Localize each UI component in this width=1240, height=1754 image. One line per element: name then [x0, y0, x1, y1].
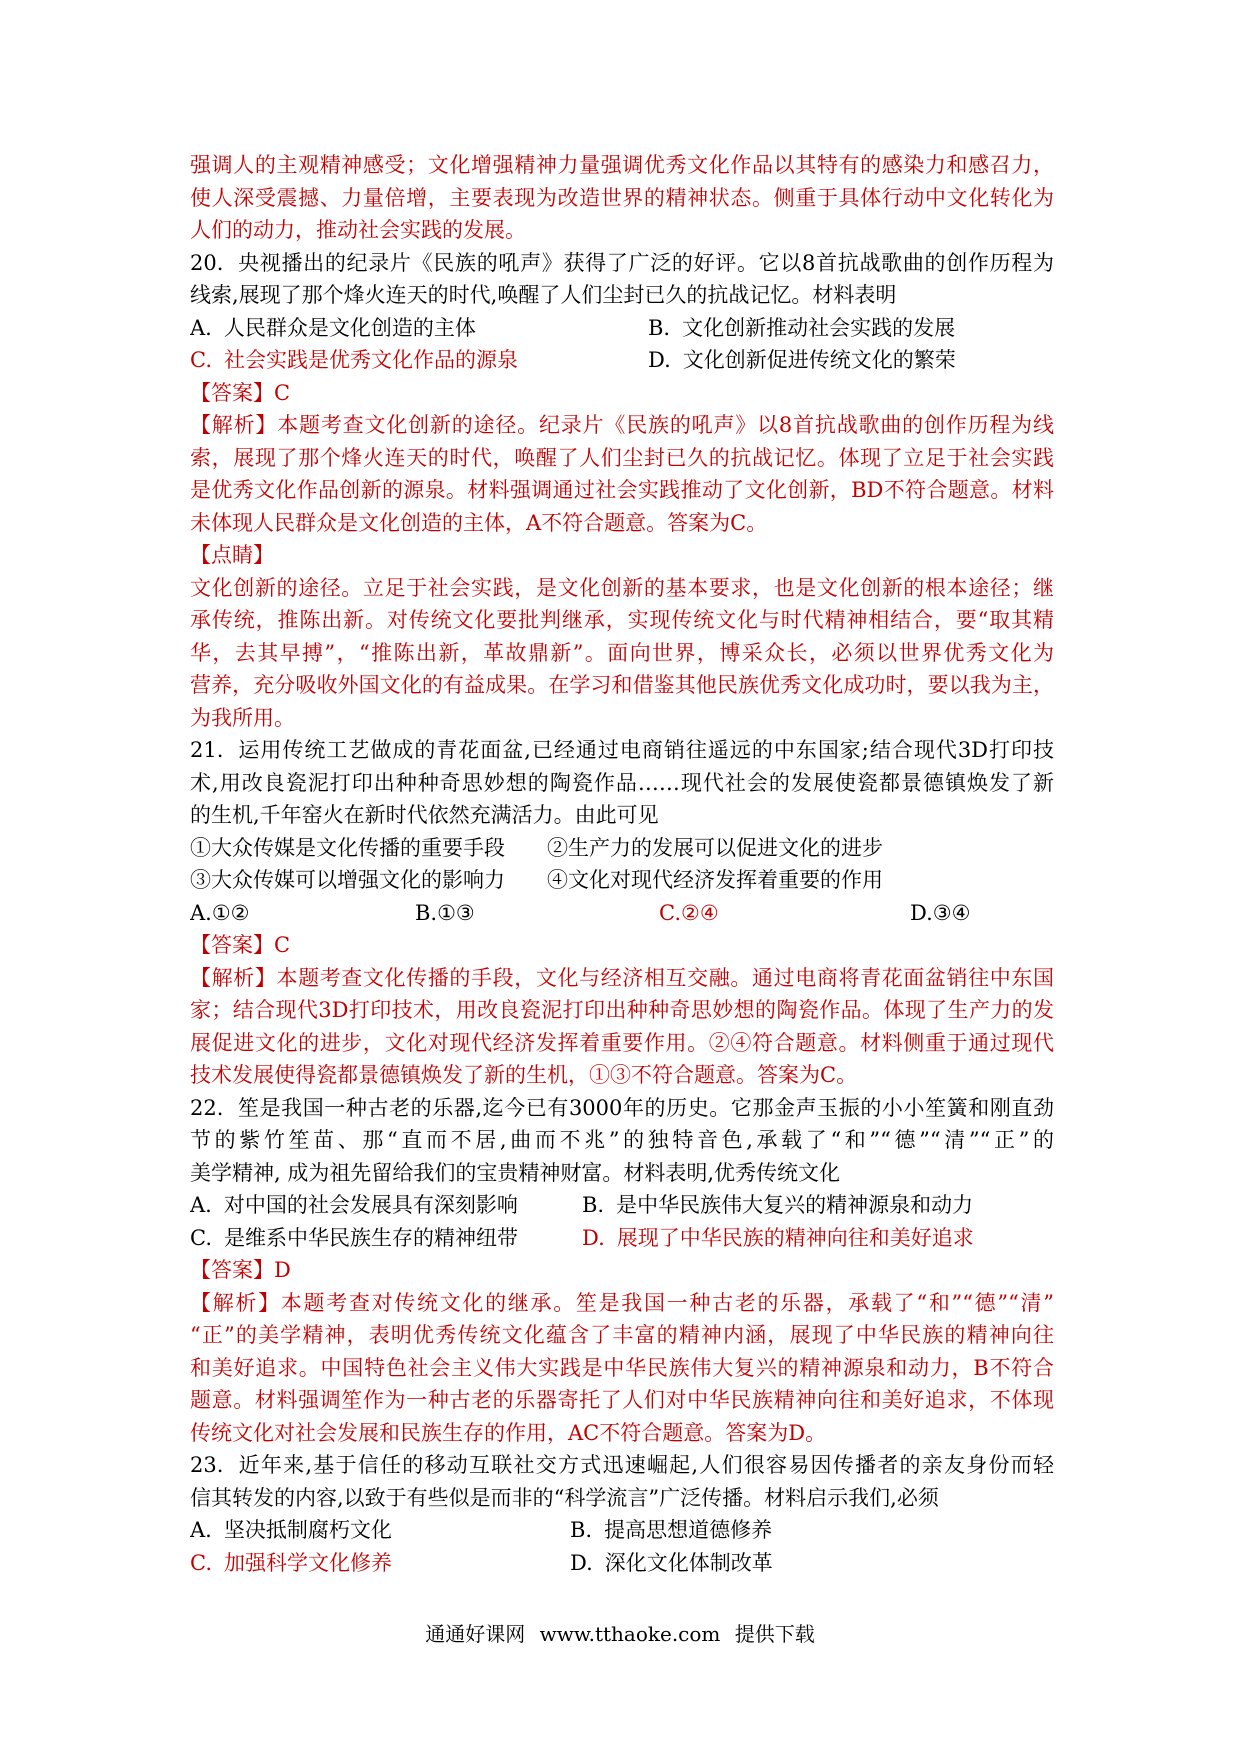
tip-line: 文化创新的途径。立足于社会实践，是文化创新的基本要求，也是文化创新的根本途径；继 — [190, 575, 1054, 600]
tip-line: 营养，充分吸收外国文化的有益成果。在学习和借鉴其他民族优秀文化成功时，要以我为主， — [190, 673, 1054, 697]
continuation-line: 使人深受震撼、力量倍增，主要表现为改造世界的精神状态。侧重于具体行动中文化转化为 — [190, 185, 1054, 210]
question-20-stem — [190, 247, 1054, 280]
question-22-options-row — [190, 1222, 1054, 1255]
tip-line: 华，去其早搏”，“推陈出新，革故鼎新”。面向世界，博采众长，必须以世界优秀文化为 — [190, 640, 1054, 665]
statements-row — [190, 864, 1054, 897]
tip-line: 承传统，推陈出新。对传统文化要批判继承，实现传统文化与时代精神相结合，要“取其精 — [190, 608, 1054, 632]
stem-text: 央视播出的纪录片《民族的吼声》获得了广泛的好评。它以8首抗战歌曲的创作历程为 — [237, 250, 1054, 275]
option-c-correct: C.②④ — [659, 900, 719, 925]
question-22-stem — [190, 1092, 1054, 1125]
question-23-options-row — [190, 1547, 1054, 1580]
analysis-line: 未体现人民群众是文化创造的主体，A不符合题意。答案为C。 — [190, 510, 768, 535]
stem-text: 笙是我国一种古老的乐器,迄今已有3000年的历史。它那金声玉振的小小笙簧和刚直劲 — [237, 1095, 1054, 1120]
question-21-stem — [190, 734, 1054, 767]
analysis-line: 技术发展使得瓷都景德镇焕发了新的生机，①③不符合题意。答案为C。 — [190, 1063, 858, 1087]
option-c: C. 是维系中华民族生存的精神纽带 — [190, 1225, 518, 1250]
question-23-options-row — [190, 1514, 1054, 1547]
page-footer: 通通好课网 www.tthaoke.com 提供下载 — [425, 1622, 815, 1646]
question-23-stem — [190, 1449, 1054, 1482]
question-20-stem: 线索,展现了那个烽火连天的时代,唤醒了人们尘封已久的抗战记忆。材料表明 — [190, 283, 897, 307]
option-d: D.③④ — [910, 900, 971, 925]
tip-line: 为我所用。 — [190, 705, 295, 730]
analysis-line: 家；结合现代3D打印技术，用改良瓷泥打印出种种奇思妙想的陶瓷作品。体现了生产力的发 — [190, 998, 1054, 1022]
option-c-correct: C. 社会实践是优秀文化作品的源泉 — [190, 348, 518, 372]
answer-value: C — [274, 933, 291, 957]
option-c-correct: C. 加强科学文化修养 — [190, 1550, 392, 1575]
analysis-line: 题意。材料强调笙作为一种古老的乐器寄托了人们对中华民族精神向往和美好追求，不体现 — [190, 1388, 1054, 1412]
option-b: B. 是中华民族伟大复兴的精神源泉和动力 — [582, 1193, 974, 1217]
stem-text: 近年来,基于信任的移动互联社交方式迅速崛起,人们很容易因传播者的亲友身份而轻 — [237, 1453, 1054, 1477]
statement-3: ③大众传媒可以增强文化的影响力 — [190, 868, 505, 892]
question-22-stem: 美学精神, 成为祖先留给我们的宝贵精神财富。材料表明,优秀传统文化 — [190, 1160, 841, 1185]
question-23-stem: 信其转发的内容,以致于有些似是而非的“科学流言”广泛传播。材料启示我们,必须 — [190, 1485, 939, 1510]
analysis-line: 【解析】本题考查对传统文化的继承。笙是我国一种古老的乐器，承载了“和”“德”“清” — [190, 1290, 1054, 1315]
option-a: A. 坚决抵制腐朽文化 — [190, 1518, 392, 1542]
question-22-options-row — [190, 1189, 1054, 1222]
answer-line: 【答案】D — [190, 1258, 291, 1282]
tip-label: 【点睛】 — [190, 543, 274, 567]
option-b: B. 文化创新推动社会实践的发展 — [648, 315, 956, 340]
option-d: D. 深化文化体制改革 — [570, 1550, 773, 1575]
analysis-line: 和美好追求。中国特色社会主义伟大实践是中华民族伟大复兴的精神源泉和动力，B不符合 — [190, 1355, 1054, 1380]
continuation-line: 强调人的主观精神感受；文化增强精神力量强调优秀文化作品以其特有的感染力和感召力， — [190, 153, 1054, 177]
analysis-line: 【解析】本题考查文化创新的途径。纪录片《民族的吼声》以8首抗战歌曲的创作历程为线 — [190, 413, 1054, 437]
statement-4: ④文化对现代经济发挥着重要的作用 — [547, 868, 883, 892]
statement-1: ①大众传媒是文化传播的重要手段 — [190, 835, 505, 860]
question-21-stem: 术,用改良瓷泥打印出种种奇思妙想的陶瓷作品……现代社会的发展使瓷都景德镇焕发了新 — [190, 770, 1054, 795]
question-number: 21. — [190, 738, 224, 762]
option-b: B.①③ — [415, 900, 475, 925]
analysis-line: 传统文化对社会发展和民族生存的作用，AC不符合题意。答案为D。 — [190, 1420, 827, 1445]
page-content — [190, 149, 1054, 1579]
answer-value: D — [274, 1258, 291, 1282]
stem-text: 运用传统工艺做成的青花面盆,已经通过电商销往遥远的中东国家;结合现代3D打印技 — [237, 738, 1054, 762]
question-number: 22. — [190, 1095, 224, 1120]
option-b: B. 提高思想道德修养 — [570, 1518, 773, 1542]
question-22-stem: 节的紫竹笙苗、那“直而不居,曲而不兆”的独特音色,承载了“和”“德”“清”“正”的 — [190, 1128, 1054, 1152]
continuation-line: 人们的动力，推动社会实践的发展。 — [190, 218, 526, 242]
question-21-options-row — [190, 897, 1054, 930]
analysis-line: 展促进文化的进步，文化对现代经济发挥着重要作用。②④符合题意。材料侧重于通过现代 — [190, 1030, 1054, 1055]
answer-value: C — [274, 380, 291, 405]
question-number: 23. — [190, 1453, 224, 1477]
analysis-line: “正”的美学精神，表明优秀传统文化蕴含了丰富的精神内涵，展现了中华民族的精神向往 — [190, 1323, 1054, 1347]
answer-line: 【答案】C — [190, 380, 291, 405]
option-d: D. 文化创新促进传统文化的繁荣 — [648, 348, 956, 372]
option-a: A.①② — [190, 900, 250, 925]
analysis-line: 是优秀文化作品创新的源泉。材料强调通过社会实践推动了文化创新，BD不符合题意。材料 — [190, 478, 1054, 502]
analysis-line: 索，展现了那个烽火连天的时代，唤醒了人们尘封已久的抗战记忆。体现了立足于社会实践 — [190, 445, 1054, 470]
option-a: A. 人民群众是文化创造的主体 — [190, 315, 476, 340]
statement-2: ②生产力的发展可以促进文化的进步 — [547, 835, 883, 860]
question-21-stem: 的生机,千年窑火在新时代依然充满活力。由此可见 — [190, 803, 659, 827]
answer-line: 【答案】C — [190, 933, 291, 957]
analysis-line: 【解析】本题考查文化传播的手段，文化与经济相互交融。通过电商将青花面盆销往中东国 — [190, 965, 1054, 990]
option-a: A. 对中国的社会发展具有深刻影响 — [190, 1193, 518, 1217]
question-20-options-row — [190, 312, 1054, 345]
statements-row — [190, 832, 1054, 865]
option-d-correct: D. 展现了中华民族的精神向往和美好追求 — [582, 1225, 974, 1250]
question-20-options-row — [190, 344, 1054, 377]
question-number: 20. — [190, 250, 224, 275]
